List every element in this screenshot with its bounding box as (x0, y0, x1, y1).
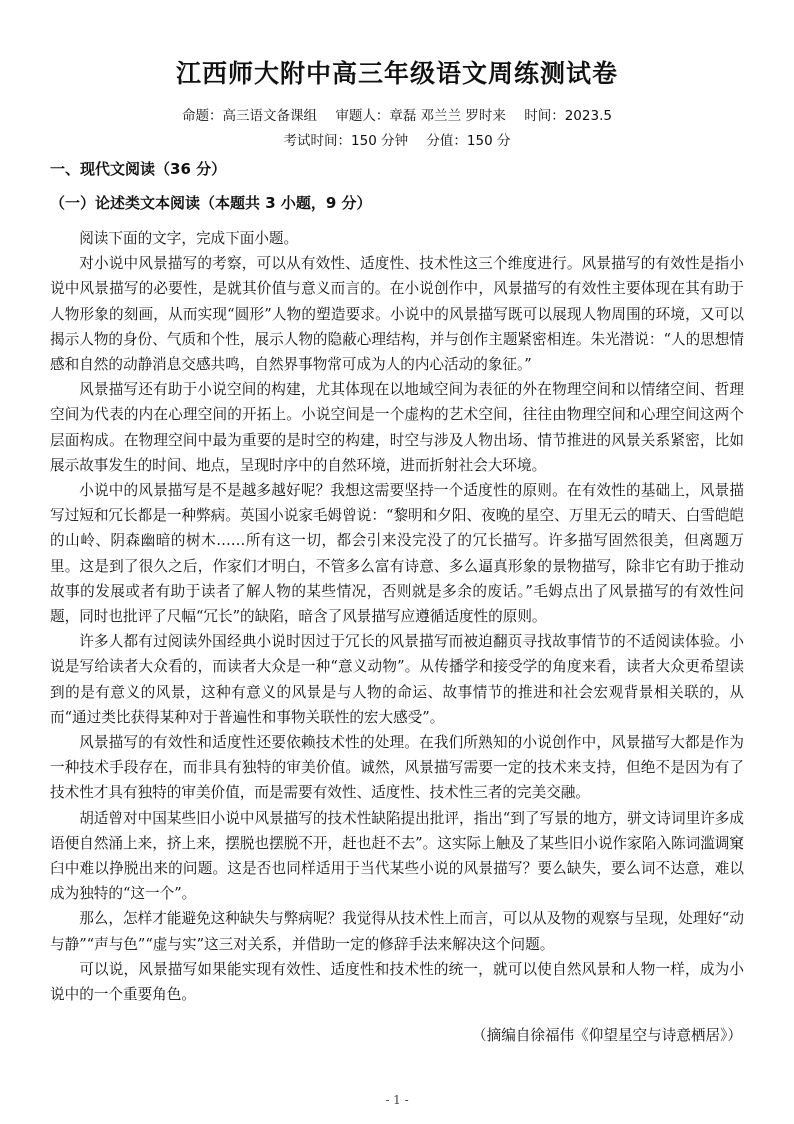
setter-info: 命题：高三语文备课组 (182, 108, 318, 124)
reviewer-info: 审题人：章磊 邓兰兰 罗时来 (335, 108, 506, 124)
exam-meta-line (0, 104, 794, 124)
exam-meta-line (0, 129, 794, 149)
page-number: - 1 - (385, 1093, 409, 1107)
passage-source: （摘编自徐福伟《仰望星空与诗意栖居》） (472, 1027, 742, 1044)
score-info: 分值：150 分 (426, 133, 511, 149)
section-heading: 一、现代文阅读（36 分） (50, 160, 227, 178)
reading-passage (50, 226, 744, 1007)
paragraph: 风景描写的有效性和适度性还要依赖技术性的处理。在我们所熟知的小说创作中，风景描写大都是作为一种技术手段存在，而非具有独特的审美价值。诚然，风景描写需要一定的技术来支持，但绝不是因为有了技术性才具有独特的审美价值，而是需要有效性、适度性、技术性三者的完美交融。 (50, 734, 744, 802)
paragraph: 可以说，风景描写如果能实现有效性、适度性和技术性的统一，就可以使自然风景和人物一样，成为小说中的一个重要角色。 (50, 960, 744, 1004)
paragraph: 阅读下面的文字，完成下面小题。 (79, 230, 299, 247)
paragraph: 风景描写还有助于小说空间的构建，尤其体现在以地域空间为表征的外在物理空间和以情绪空间、哲理空间为代表的内在心理空间的开拓上。小说空间是一个虚构的艺术空间，往往由物理空间和心理空间这两个层面构成。在物理空间中最为重要的是时空的构建，时空与涉及人物出场、情节推进的风景关系紧密，比如展示故事发生的时间、地点，呈现时序中的自然环境，进而折射社会大环境。 (50, 381, 744, 474)
date-info: 时间：2023.5 (524, 108, 612, 124)
paragraph: 胡适曾对中国某些旧小说中风景描写的技术性缺陷提出批评，指出“到了写景的地方，骈文诗词里许多成语便自然涌上来，挤上来，摆脱也摆脱不开，赶也赶不去”。这实际上触及了某些旧小说作家陷入陈词滥调窠臼中难以挣脱出来的问题。这是否也同样适用于当代某些小说的风景描写？要么缺失，要么词不达意，难以成为独特的“这一个”。 (50, 809, 744, 903)
duration-info: 考试时间：150 分钟 (283, 133, 409, 149)
paragraph: 对小说中风景描写的考察，可以从有效性、适度性、技术性这三个维度进行。风景描写的有效性是指小说中风景描写的必要性，是就其价值与意义而言的。在小说创作中，风景描写的有效性主要体现在其有助于人物形象的刻画，从而实现“圆形”人物的塑造要求。小说中的风景描写既可以展现人物周围的环境，又可以揭示人物的身份、气质和个性，展示人物的隐蔽心理结构，并与创作主题紧密相连。朱光潜说：“人的思想情感和自然的动静消息交感共鸣，自然界事物常可成为人的内心活动的象征。” (50, 255, 744, 374)
paragraph: 小说中的风景描写是不是越多越好呢？我想这需要坚持一个适度性的原则。在有效性的基础上，风景描写过短和冗长都是一种弊病。英国小说家毛姆曾说：“黎明和夕阳、夜晚的星空、万里无云的晴天、白雪皑皑的山岭、阴森幽暗的树木……所有这一切，都会引来没完没了的冗长描写。许多描写固然很美，但离题万里。这是到了很久之后，作家们才明白，不管多么富有诗意、多么逼真形象的景物描写，除非它有助于推动故事的发展或者有助于读者了解人物的某些情况，否则就是多余的废话。”毛姆点出了风景描写的有效性问题，同时也批评了尺幅“冗长”的缺陷，暗含了风景描写应遵循适度性的原则。 (50, 482, 744, 626)
subsection-heading: （一）论述类文本阅读（本题共 3 小题，9 分） (50, 194, 372, 212)
paragraph: 许多人都有过阅读外国经典小说时因过于冗长的风景描写而被迫翻页寻找故事情节的不适阅读体验。小说是写给读者大众看的，而读者大众是一种“意义动物”。从传播学和接受学的角度来看，读者大众更希望读到的是有意义的风景，这种有意义的风景是与人物的命运、故事情节的推进和社会宏观背景相关联的，从而“通过类比获得某种对于普遍性和事物关联性的宏大感受”。 (50, 633, 744, 726)
paragraph: 那么，怎样才能避免这种缺失与弊病呢？我觉得从技术性上而言，可以从及物的观察与呈现，处理好“动与静”“声与色”“虚与实”这三对关系，并借助一定的修辞手法来解决这个问题。 (50, 910, 744, 953)
exam-title: 江西师大附中高三年级语文周练测试卷 (175, 59, 618, 88)
